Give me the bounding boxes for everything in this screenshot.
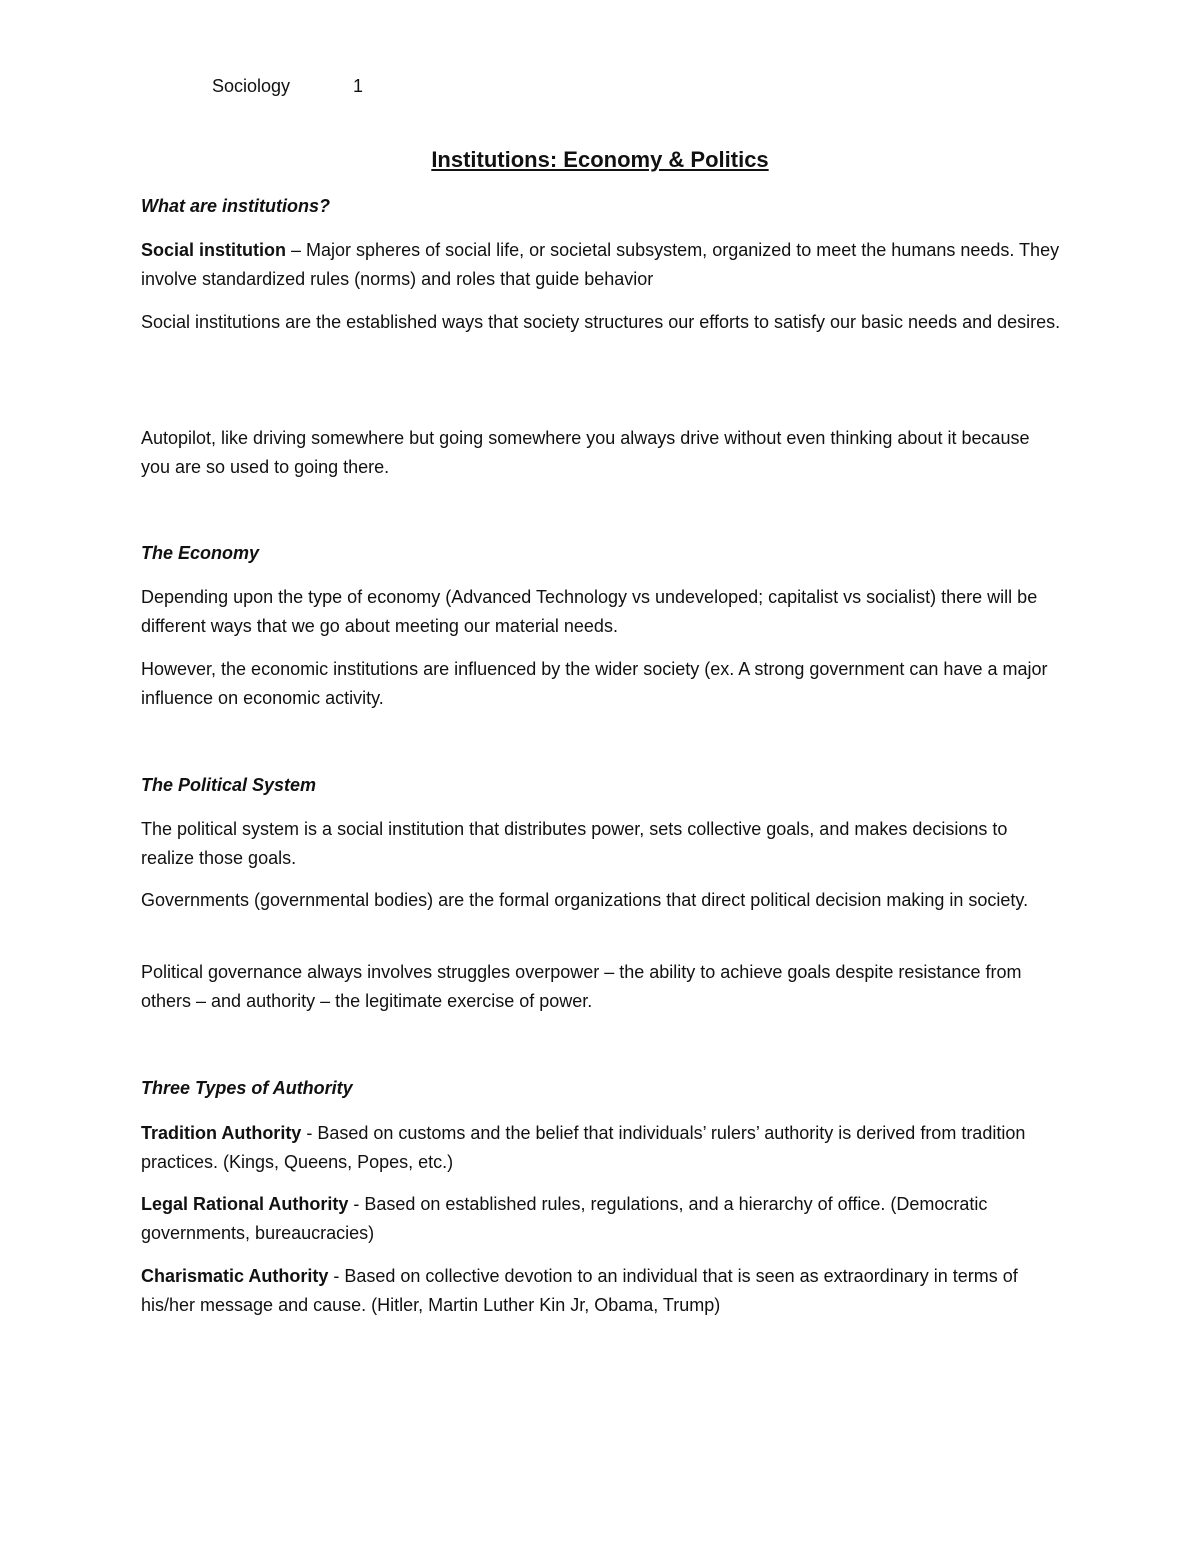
term-charismatic-authority: Charismatic Authority — [141, 1266, 329, 1286]
section-heading-political-system: The Political System — [141, 775, 317, 795]
social-institution-definition — [141, 236, 1061, 294]
authority-item-charismatic — [141, 1262, 1061, 1320]
section-heading-authority: Three Types of Authority — [141, 1078, 353, 1098]
page-number: 1 — [353, 76, 364, 96]
authority-item-tradition — [141, 1119, 1061, 1177]
term-social-institution: Social institution — [141, 240, 287, 260]
paragraph: However, the economic institutions are influenced by the wider society (ex. A strong government can have a major influence on economic activity. — [141, 659, 1048, 708]
definition-text: – Major spheres of social life, or societal subsystem, organized to meet the humans needs. They involve standardized rules (norms) and roles that guide behavior — [141, 240, 1060, 289]
paragraph: Social institutions are the established ways that society structures our efforts to satisfy our basic needs and desires. — [141, 312, 1061, 332]
authority-description: - Based on collective devotion to an individual that is seen as extraordinary in terms of his/her message and cause. (Hitler, Martin Luther Kin Jr, Obama, Trump) — [141, 1266, 1018, 1315]
authority-item-legal-rational — [141, 1190, 1061, 1248]
paragraph: Political governance always involves struggles overpower – the ability to achieve goals despite resistance from others – and authority – the legitimate exercise of power. — [141, 962, 1022, 1011]
paragraph: Depending upon the type of economy (Advanced Technology vs undeveloped; capitalist vs socialist) there will be different ways that we go about meeting our material needs. — [141, 587, 1038, 636]
term-legal-rational-authority: Legal Rational Authority — [141, 1194, 349, 1214]
paragraph: Autopilot, like driving somewhere but going somewhere you always drive without even thinking about it because you are so used to going there. — [141, 428, 1030, 477]
header-subject: Sociology — [212, 76, 291, 96]
page-header — [212, 74, 363, 98]
term-tradition-authority: Tradition Authority — [141, 1123, 302, 1143]
authority-description: - Based on established rules, regulations, and a hierarchy of office. (Democratic governments, bureaucracies) — [141, 1194, 988, 1243]
paragraph: The political system is a social institution that distributes power, sets collective goals, and makes decisions to realize those goals. — [141, 819, 1008, 868]
section-heading-economy: The Economy — [141, 543, 260, 563]
paragraph: Governments (governmental bodies) are the formal organizations that direct political decision making in society. — [141, 890, 1029, 910]
authority-description: - Based on customs and the belief that individuals’ rulers’ authority is derived from tradition practices. (Kings, Queens, Popes, etc.) — [141, 1123, 1026, 1172]
section-heading-institutions: What are institutions? — [141, 196, 330, 216]
document-title: Institutions: Economy & Politics — [431, 147, 769, 172]
